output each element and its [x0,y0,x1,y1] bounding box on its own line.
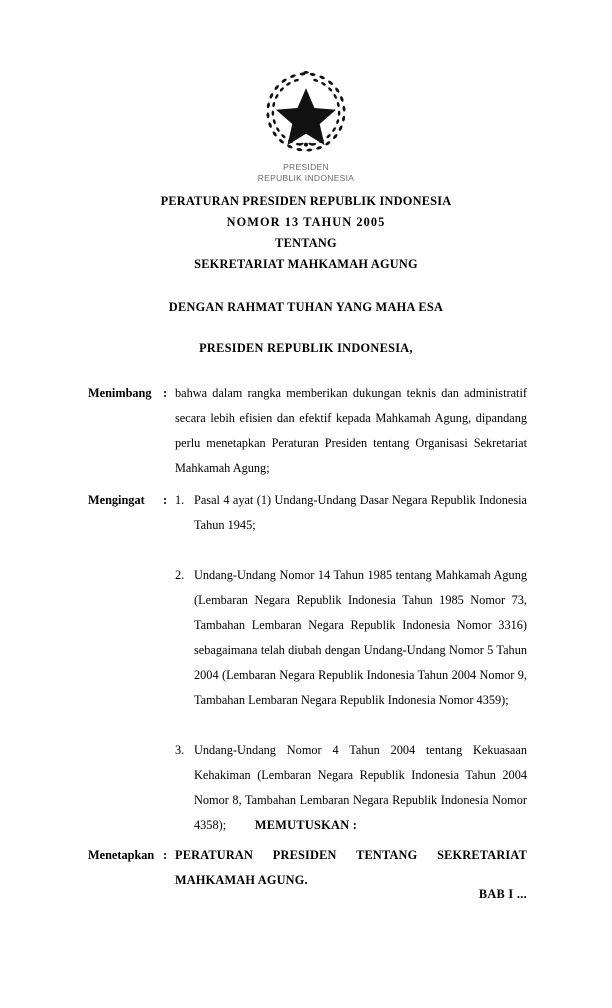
list-item-number: 3. [175,743,185,757]
mengingat-body [175,488,527,838]
heading-blessing: DENGAN RAHMAT TUHAN YANG MAHA ESA [168,300,444,314]
document-title-block [0,191,612,275]
title-line-subject: SEKRETARIAT MAHKAMAH AGUNG [194,257,418,271]
menetapkan-body: PERATURAN PRESIDEN TENTANG SEKRETARIAT MAHKAMAH AGUNG. [175,848,527,887]
list-item-text: Undang-Undang Nomor 14 Tahun 1985 tentang Mahkamah Agung (Lembaran Negara Republik Indonesia Tahun 1985 Nomor 73, Tambahan Lembaran Negara Republik Indonesia Nomor 3316) sebagaimana telah diubah dengan Undang-Undang Nomor 5 Tahun 2004 (Lembaran Negara Republik Indonesia Tahun 2004 Nomor 9, Tambahan Lembaran Negara Republik Indonesia Nomor 4359); [194,568,527,707]
menimbang-body [175,381,527,481]
emblem-caption-line2: REPUBLIK INDONESIA [257,173,355,183]
menimbang-text: bahwa dalam rangka memberikan dukungan teknis dan administratif secara lebih efisien dan efektif kepada Mahkamah Agung, dipandang perlu menetapkan Peraturan Presiden tentang Organisasi Sekretariat Mahkamah Agung; [175,386,527,475]
next-section-indicator: BAB I ... [478,887,527,901]
mengingat-colon: : [163,493,168,507]
list-item [175,488,527,538]
clause-mengingat [88,488,527,838]
title-line-number: NOMOR 13 TAHUN 2005 [226,215,386,229]
mengingat-label: Mengingat [88,493,145,507]
menimbang-label: Menimbang [88,386,152,400]
menimbang-colon: : [163,386,168,400]
memutuskan-heading: MEMUTUSKAN : [254,818,358,832]
emblem-block [0,66,612,184]
clause-menimbang [88,381,527,481]
menetapkan-colon: : [163,848,168,862]
title-line-tentang: TENTANG [275,236,337,250]
list-item-number: 2. [175,568,185,582]
menetapkan-label: Menetapkan [88,848,155,862]
heading-issuer: PRESIDEN REPUBLIK INDONESIA, [199,341,413,355]
mengingat-list [175,488,527,838]
list-item-text: Undang-Undang Nomor 4 Tahun 2004 tentang Kekuasaan Kehakiman (Lembaran Negara Republik Indonesia Tahun 2004 Nomor 8, Tambahan Lembaran Negara Republik Indonesia Nomor 4358); [194,743,527,832]
emblem-caption-line1: PRESIDEN [283,162,329,172]
list-item [175,563,527,713]
title-line-regulation: PERATURAN PRESIDEN REPUBLIK INDONESIA [160,194,452,208]
garuda-star-wreath-emblem [260,66,352,158]
list-item-number: 1. [175,493,185,507]
list-item-text: Pasal 4 ayat (1) Undang-Undang Dasar Negara Republik Indonesia Tahun 1945; [194,493,527,532]
emblem-caption [0,162,612,184]
clause-menetapkan [88,843,527,893]
